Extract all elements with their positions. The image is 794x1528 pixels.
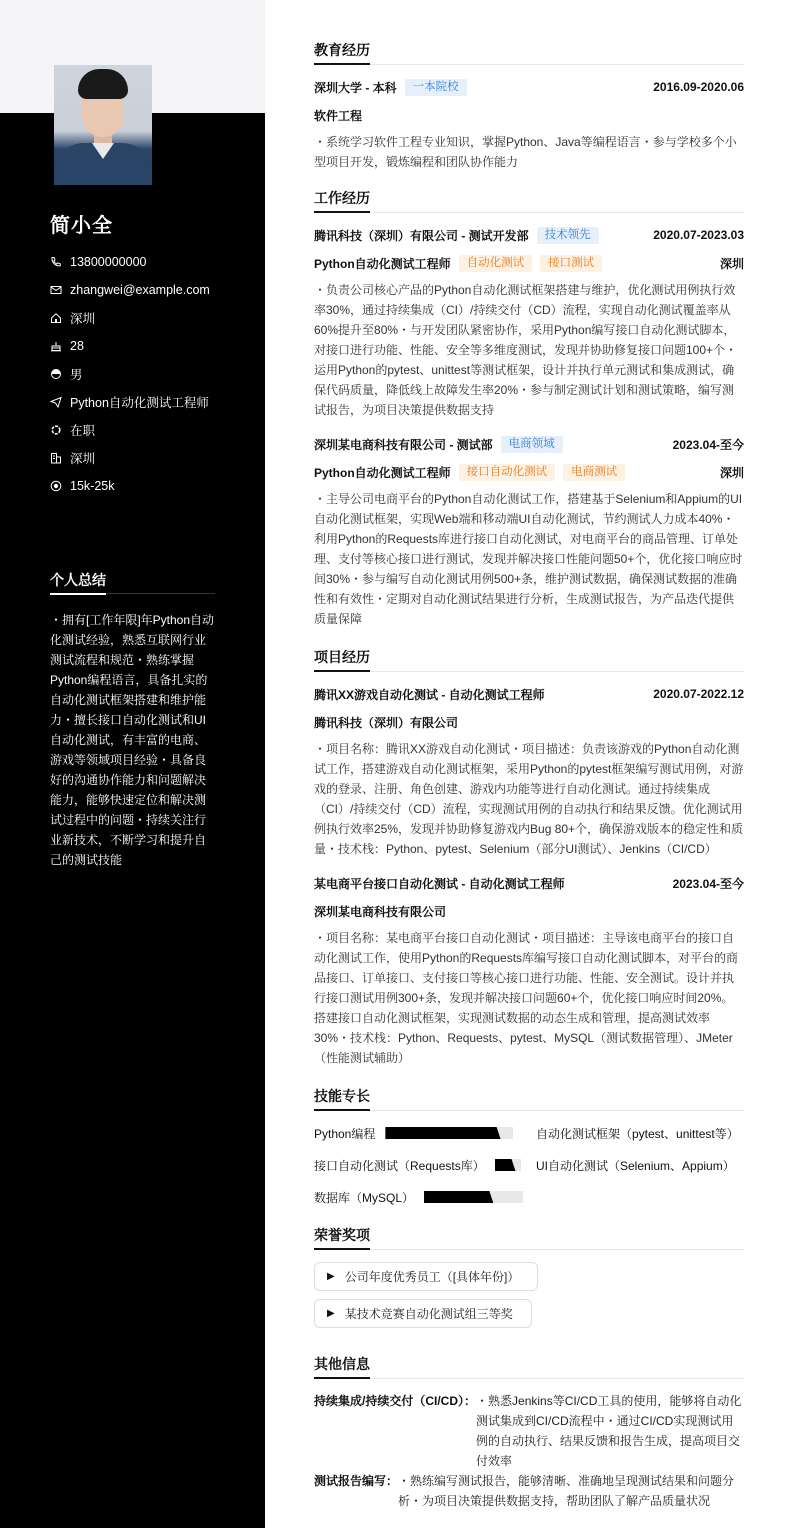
job-role: Python自动化测试工程师 xyxy=(314,465,451,480)
candidate-name: 简小全 xyxy=(50,215,113,237)
section-title: 项目经历 xyxy=(314,647,744,672)
company-name: 深圳某电商科技有限公司 - 测试部 xyxy=(314,437,493,452)
projects-section xyxy=(314,647,744,1068)
work-item xyxy=(314,434,744,629)
salary-icon xyxy=(50,480,62,492)
job-role: Python自动化测试工程师 xyxy=(314,256,451,271)
other-item: 持续集成/持续交付（CI/CD）： ・熟悉Jenkins等CI/CD工具的使用，能够将自动化测试集成到CI/CD流程中・通过CI/CD实现测试用例的自动执行、结果反馈和报告生成，提高项目交付效率 xyxy=(314,1394,742,1468)
work-city: 深圳 xyxy=(719,465,744,480)
skill-bar xyxy=(495,1159,521,1171)
contact-salary: 15k-25k xyxy=(50,472,250,500)
company-name: 腾讯科技（深圳）有限公司 - 测试开发部 xyxy=(314,228,529,243)
education-date: 2016.09-2020.06 xyxy=(653,80,744,94)
home-icon xyxy=(50,312,62,324)
role-tag: 接口测试 xyxy=(540,255,602,272)
cake-icon xyxy=(50,340,62,352)
summary-title: 个人总结 xyxy=(50,570,215,594)
send-icon xyxy=(50,396,62,408)
skill-item: 自动化测试框架（pytest、unittest等） xyxy=(536,1126,739,1141)
project-desc: ・项目名称：某电商平台接口自动化测试・项目描述：主导该电商平台的接口自动化测试工作，使用Python的Requests库编写接口自动化测试脚本，对平台的商品接口、订单接口、支付接口等核心接口进行功能、性能、安全测试。设计并执行接口测试用例300+条，发现并解决接口问题60+个，优化接口响应时间20%。搭建接口自动化测试框架，实现测试数据的动态生成和管理，提高测试效率30%・技术栈：Python、Requests、pytest、MySQL（测试数据管理）、JMeter（性能测试辅助） xyxy=(314,931,739,1065)
gender-icon xyxy=(50,368,62,380)
contact-age: 28 xyxy=(50,332,250,360)
section-title: 工作经历 xyxy=(314,188,744,213)
work-date: 2023.04-至今 xyxy=(672,437,744,452)
company-tag: 技术领先 xyxy=(537,227,599,244)
work-date: 2020.07-2023.03 xyxy=(653,228,744,242)
skill-item: UI自动化测试（Selenium、Appium） xyxy=(536,1158,735,1173)
contact-list xyxy=(50,248,250,500)
contact-gender: 男 xyxy=(50,360,250,388)
role-tag: 电商测试 xyxy=(563,464,625,481)
education-section xyxy=(314,40,744,172)
skill-item: 数据库（MySQL） xyxy=(314,1187,536,1207)
section-title: 教育经历 xyxy=(314,40,744,65)
contact-phone: 13800000000 xyxy=(50,248,250,276)
main-content xyxy=(314,40,744,1528)
work-section xyxy=(314,188,744,629)
skill-bar xyxy=(424,1191,523,1203)
project-name: 某电商平台接口自动化测试 - 自动化测试工程师 xyxy=(314,876,565,891)
awards-section xyxy=(314,1225,744,1336)
skill-item: 接口自动化测试（Requests库） xyxy=(314,1155,536,1175)
school-name: 深圳大学 - 本科 xyxy=(314,80,397,95)
project-desc: ・项目名称：腾讯XX游戏自动化测试・项目描述：负责该游戏的Python自动化测试工作，搭建游戏自动化测试框架，采用Python的pytest框架编写测试用例，对游戏的登录、注册、角色创建、游戏内功能等进行自动化测试。通过持续集成（CI）/持续交付（CD）流程，实现测试用例的自动执行和结果反馈。优化测试用例执行效率25%，发现并协助修复游戏内Bug 80+个，确保游戏版本的稳定性和质量・技术栈：Python、pytest、Selenium（部分UI测试）、Jenkins（CI/CD） xyxy=(314,742,744,856)
project-company: 深圳某电商科技有限公司 xyxy=(314,904,447,919)
role-tag: 自动化测试 xyxy=(459,255,533,272)
summary-text: ・拥有[工作年限]年Python自动化测试经验，熟悉互联网行业测试流程和规范・熟练掌握Python编程语言，具备扎实的自动化测试框架搭建和维护能力・擅长接口自动化测试和UI自动化测试，有丰富的电商、游戏等领域项目经验・具备良好的沟通协作能力和问题解决能力，能够快速定位和解决测试过程中的问题・持续关注行业新技术，不断学习和提升自己的测试技能 xyxy=(50,613,215,867)
avatar xyxy=(54,65,152,185)
section-title: 荣誉奖项 xyxy=(314,1225,744,1250)
project-name: 腾讯XX游戏自动化测试 - 自动化测试工程师 xyxy=(314,687,545,702)
education-item xyxy=(314,77,744,172)
section-title: 技能专长 xyxy=(314,1086,744,1111)
skill-bar xyxy=(385,1127,513,1139)
status-icon xyxy=(50,424,62,436)
award-item[interactable]: ▶ 某技术竞赛自动化测试组三等奖 xyxy=(314,1299,532,1328)
contact-position: Python自动化测试工程师 xyxy=(50,388,250,416)
contact-work-city: 深圳 xyxy=(50,444,250,472)
other-section xyxy=(314,1354,744,1511)
building-icon xyxy=(50,452,62,464)
sidebar xyxy=(0,0,265,1528)
contact-location: 深圳 xyxy=(50,304,250,332)
company-tag: 电商领域 xyxy=(501,436,563,453)
triangle-right-icon: ▶ xyxy=(327,1271,335,1282)
project-item xyxy=(314,684,744,859)
section-title: 其他信息 xyxy=(314,1354,744,1379)
award-item[interactable]: ▶ 公司年度优秀员工（[具体年份]） xyxy=(314,1262,538,1291)
work-item xyxy=(314,225,744,420)
phone-icon xyxy=(50,256,62,268)
other-list xyxy=(314,1391,744,1511)
triangle-right-icon: ▶ xyxy=(327,1308,335,1319)
other-item: 测试报告编写： ・熟练编写测试报告，能够清晰、准确地呈现测试结果和问题分析・为项目决策提供数据支持，帮助团队了解产品质量状况 xyxy=(314,1474,735,1508)
major: 软件工程 xyxy=(314,108,363,123)
skills-grid xyxy=(314,1123,744,1207)
mail-icon xyxy=(50,284,62,296)
skills-section xyxy=(314,1086,744,1207)
education-desc: ・系统学习软件工程专业知识，掌握Python、Java等编程语言・参与学校多个小型项目开发，锻炼编程和团队协作能力 xyxy=(314,135,737,169)
project-date: 2020.07-2022.12 xyxy=(653,687,744,701)
work-desc: ・负责公司核心产品的Python自动化测试框架搭建与维护，优化测试用例执行效率30%，通过持续集成（CI）/持续交付（CD）流程，实现自动化测试覆盖率从60%提升至80%・与开发团队紧密协作，采用Python编写接口自动化测试脚本，对接口进行功能、性能、安全等多维度测试，发现并协助修复接口问题100+个・运用Python的pytest、unittest等测试框架，设计并执行单元测试和集成测试，确保代码质量，降低线上故障发生率20%・参与制定测试计划和测试策略，编写测试报告，为项目决策提供数据支持 xyxy=(314,283,738,417)
project-date: 2023.04-至今 xyxy=(672,876,744,891)
work-desc: ・主导公司电商平台的Python自动化测试工作，搭建基于Selenium和Appium的UI自动化测试框架，实现Web端和移动端UI自动化测试，节约测试人力成本40%・利用Python的Requests库进行接口自动化测试，对电商平台的商品管理、订单处理、支付等核心接口进行测试，发现并解决接口性能问题50+个，优化接口响应时间30%・参与编写自动化测试用例500+条，维护测试数据，确保测试数据的准确性和有效性・定期对自动化测试结果进行分析，生成测试报告，为产品迭代提供质量保障 xyxy=(314,492,743,626)
work-city: 深圳 xyxy=(719,256,744,271)
skill-item: Python编程 xyxy=(314,1123,536,1143)
school-tag: 一本院校 xyxy=(405,79,467,96)
contact-status: 在职 xyxy=(50,416,250,444)
project-company: 腾讯科技（深圳）有限公司 xyxy=(314,715,459,730)
role-tag: 接口自动化测试 xyxy=(459,464,556,481)
contact-email: zhangwei@example.com xyxy=(50,276,250,304)
project-item xyxy=(314,873,744,1068)
